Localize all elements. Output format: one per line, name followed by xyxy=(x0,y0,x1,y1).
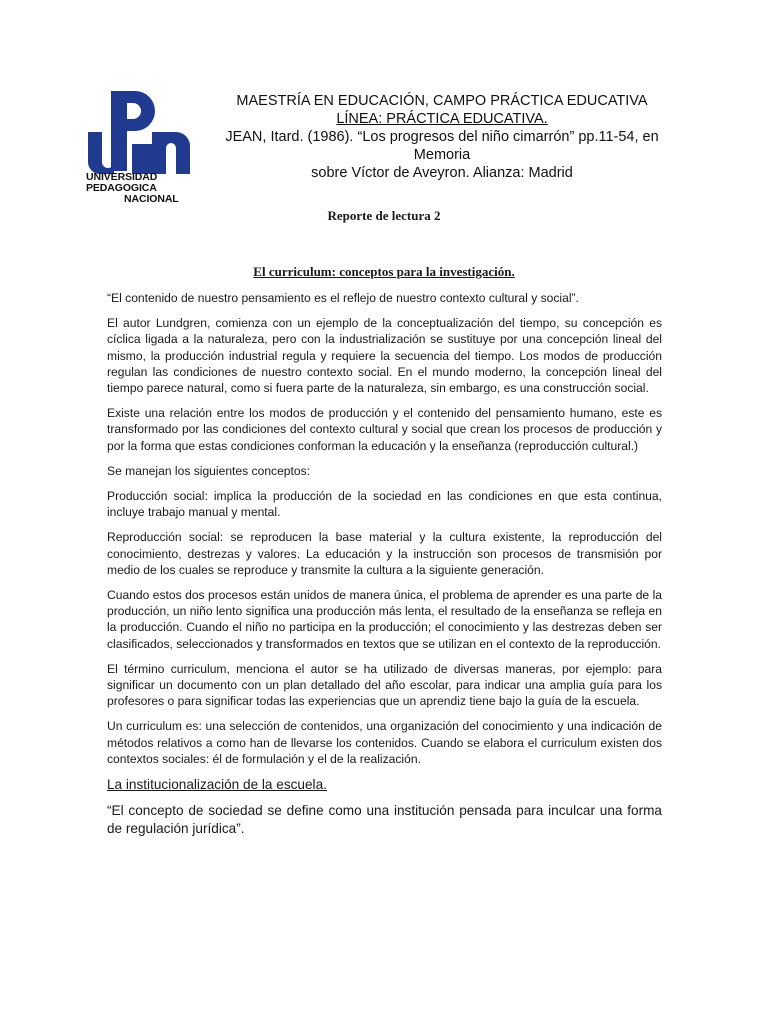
logo-text-line1: UNIVERSIDAD xyxy=(86,171,158,183)
logo-text-line3: NACIONAL xyxy=(124,194,179,204)
body-paragraph: Reproducción social: se reproducen la base material y la cultura existente, la reproducción del conocimiento, destrezas y valores. La educación y la instrucción son procesos de transmisión por medio de los cuales se reproduce y transmite la cultura a la siguiente generación. xyxy=(107,530,662,577)
body-paragraph: Producción social: implica la producción de la sociedad en las condiciones en que esta continua, incluye trabajo manual y mental. xyxy=(107,489,662,520)
document-header xyxy=(220,92,664,182)
upn-logo-mark xyxy=(86,88,214,184)
document-body xyxy=(107,290,662,846)
upn-logo xyxy=(86,88,214,206)
body-paragraph: El autor Lundgren, comienza con un ejemplo de la conceptualización del tiempo, su concepción es cíclica ligada a la naturaleza, pero con la industrialización se sustituye por una concepción lineal del mismo, la producción industrial regula y requiere la secuencia del tiempo. Los modos de producción regulan las condiciones de nuestro contexto social. En el mundo moderno, la concepción lineal del tiempo parece natural, como si fuera parte de la naturaleza, sin embargo, es una construcción social. xyxy=(107,316,662,396)
header-program: MAESTRÍA EN EDUCACIÓN, CAMPO PRÁCTICA EDUCATIVA xyxy=(236,93,648,109)
body-paragraph: Cuando estos dos procesos están unidos de manera única, el problema de aprender es una parte de la producción, un niño lento significa una producción más lenta, el resultado de la enseñanza se refleja en la producción. Cuando el niño no participa en la producción; el conocimiento y las destrezas deben ser clasificados, seleccionados y transformados en textos que se utilizan en el contexto de la reproducción. xyxy=(107,588,662,651)
section-title: El curriculum: conceptos para la investigación. xyxy=(253,264,515,279)
body-paragraph: El término curriculum, menciona el autor se ha utilizado de diversas maneras, por ejemplo: para significar un documento con un plan detallado del año escolar, para indicar una amplia guía para los profesores o para significar todas las experiencias que un aprendiz tiene bajo la guía de la escuela. xyxy=(107,661,662,709)
body-paragraph: Se manejan los siguientes conceptos: xyxy=(107,463,311,478)
report-title: Reporte de lectura 2 xyxy=(327,208,441,223)
quote-paragraph: “El concepto de sociedad se define como una institución pensada para inculcar una forma de regulación jurídica”. xyxy=(107,803,662,837)
body-paragraph: Un curriculum es: una selección de contenidos, una organización del conocimiento y una indicación de métodos relativos a como han de llevarse los contenidos. Cuando se elabora el curriculum existen dos contextos sociales: él de formulación y el de la realización. xyxy=(107,719,662,766)
logo-text-line2: PEDAGOGICA xyxy=(86,182,157,194)
header-reference-cont: sobre Víctor de Aveyron. Alianza: Madrid xyxy=(311,165,573,181)
header-line: LÍNEA: PRÁCTICA EDUCATIVA. xyxy=(336,111,548,127)
header-reference: JEAN, Itard. (1986). “Los progresos del niño cimarrón” pp.11-54, en Memoria xyxy=(225,129,659,163)
body-paragraph: Existe una relación entre los modos de producción y el contenido del pensamiento humano, este es transformado por las condiciones del contexto cultural y social que crean los procesos de producción y por la forma que estas condiciones conforman la educación y la enseñanza (reproducción cultural.) xyxy=(107,406,662,453)
quote-paragraph: “El contenido de nuestro pensamiento es el reflejo de nuestro contexto cultural y social”. xyxy=(107,291,579,305)
subheading: La institucionalización de la escuela. xyxy=(107,777,327,793)
